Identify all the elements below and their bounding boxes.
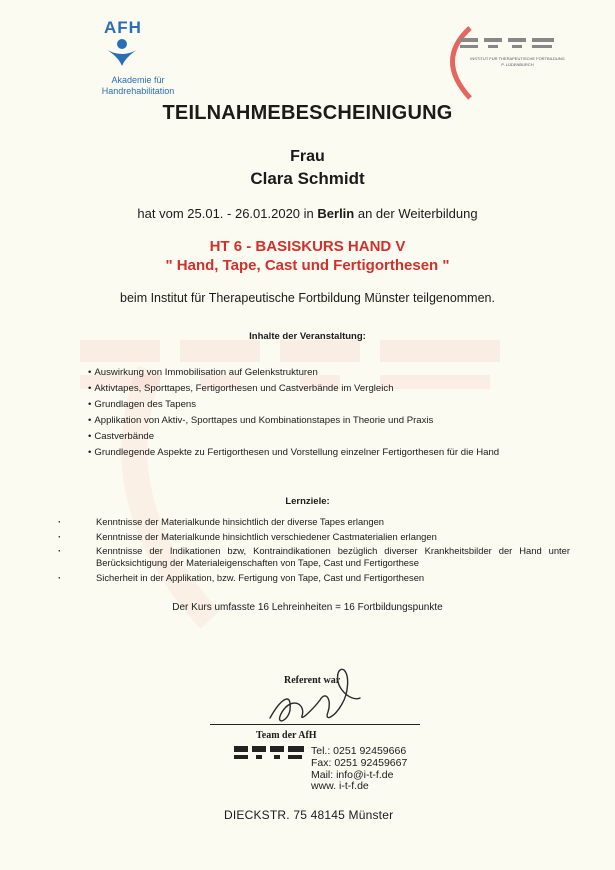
goals-heading: Lernziele:: [285, 496, 330, 507]
contact-fax: Fax: 0251 92459667: [311, 756, 408, 769]
course-title: HT 6 - BASISKURS HAND V: [209, 238, 406, 255]
signature-line: [210, 724, 420, 725]
list-item: · Kenntnisse der Materialkunde hinsichtlich verschiedener Castmaterialien erlangen: [58, 531, 570, 543]
list-item: • Aktivtapes, Sporttapes, Fertigorthesen und Castverbände im Vergleich: [88, 381, 558, 397]
course-summary: Der Kurs umfasste 16 Lehreinheiten = 16 Fortbildungspunkte: [172, 602, 443, 613]
team-label: Team der AfH: [256, 730, 317, 741]
list-item: • Applikation von Aktiv-, Sporttapes und Kombinationstapes in Theorie und Praxis: [88, 413, 558, 429]
signature-icon: [262, 660, 362, 730]
participant-name: Clara Schmidt: [250, 169, 365, 188]
course-subtitle: " Hand, Tape, Cast und Fertigorthesen ": [165, 257, 450, 274]
afh-logo-title: AFH: [104, 18, 142, 37]
referent-label: Referent war: [284, 675, 341, 686]
date-line: [0, 206, 615, 221]
list-item: · Kenntnisse der Indikationen bzw, Kontraindikationen bezüglich diverser Krankheitsbilder der Hand unter Berücksichtigung der Materialeigenschaften von Tape, Cast und Fertigorthese: [58, 545, 570, 569]
list-item: • Grundlagen des Tapens: [88, 397, 558, 413]
goals-list: [58, 516, 570, 586]
date-prefix: hat vom 25.01. - 26.01.2020 in: [137, 206, 318, 221]
contents-list: [88, 365, 558, 461]
list-item: • Castverbände: [88, 429, 558, 445]
date-suffix: an der Weiterbildung: [354, 206, 478, 221]
contents-heading: Inhalte der Veranstaltung:: [249, 331, 366, 342]
contact-web: www. i-t-f.de: [311, 780, 369, 793]
afh-logo: [78, 18, 198, 104]
contact-block: [311, 746, 407, 793]
itf-logo-caption: INSTITUT FÜR THERAPEUTISCHE FORTBILDUNG P. LÜDENBURCH: [470, 56, 565, 67]
institute-line: beim Institut für Therapeutische Fortbildung Münster teilgenommen.: [120, 291, 495, 305]
contact-tel: Tel.: 0251 92459666: [311, 745, 407, 757]
afh-figure-icon: [102, 38, 142, 68]
city: Berlin: [317, 206, 355, 221]
list-item: · Sicherheit in der Applikation, bzw. Fertigung von Tape, Cast und Fertigorthesen: [58, 572, 570, 584]
afh-logo-subtitle: Akademie für Handrehabilitation: [101, 75, 175, 96]
list-item: • Grundlegende Aspekte zu Fertigorthesen und Vorstellung einzelner Fertigorthesen für die Hand: [88, 445, 558, 461]
itf-small-logo: [232, 744, 306, 766]
salutation: Frau: [290, 148, 325, 165]
certificate-title: TEILNAHMEBESCHEINIGUNG: [162, 102, 453, 124]
address: DIECKSTR. 75 48145 Münster: [224, 808, 394, 822]
contact-mail: Mail: info@i-t-f.de: [311, 768, 394, 781]
list-item: · Kenntnisse der Materialkunde hinsichtlich der diverse Tapes erlangen: [58, 516, 570, 528]
list-item: • Auswirkung von Immobilisation auf Gelenkstrukturen: [88, 365, 558, 381]
